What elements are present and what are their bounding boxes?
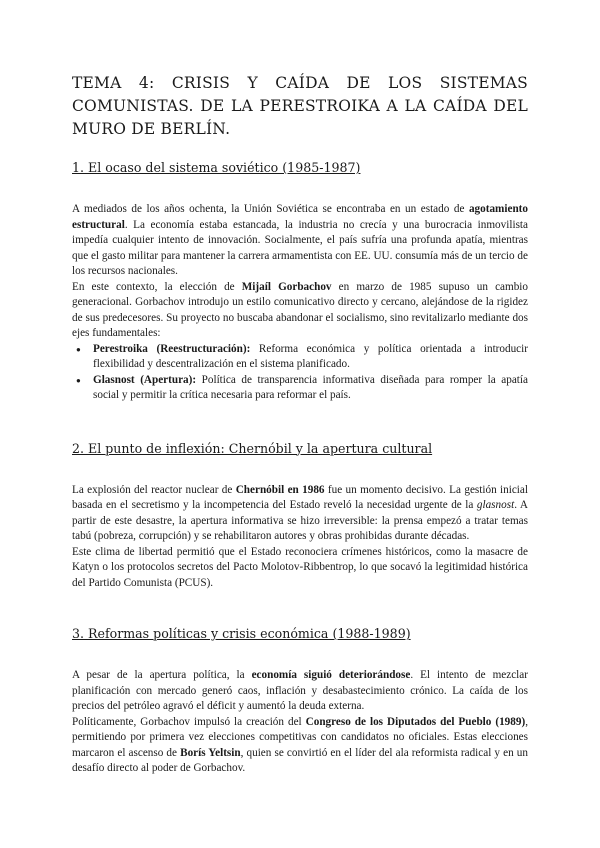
section-2-paragraph-1: La explosión del reactor nuclear de Chernóbil en 1986 fue un momento decisivo. La gestión inicial basada en el secretismo y la incompetencia del Estado reveló la necesidad urgente de la glasnost. A partir de este desastre, la apertura informativa se hizo irreversible: la prensa empezó a tratar temas tabú (pobreza, corrupción) y se rehabilitaron autores y obras prohibidas durante décadas. <box>72 483 528 542</box>
document-title: TEMA 4: CRISIS Y CAÍDA DE LOS SISTEMAS COMUNISTAS. DE LA PERESTROIKA A LA CAÍDA DEL MURO DE BERLÍN. <box>72 74 528 138</box>
bullet-perestroika: ● Perestroika (Reestructuración): Reforma económica y política orientada a introducir flexibilidad y descentralización en el sistema planificado. <box>82 342 528 373</box>
section-3-heading: 3. Reformas políticas y crisis económica (1988-1989) <box>72 626 411 641</box>
section-1-heading: 1. El ocaso del sistema soviético (1985-1987) <box>72 160 361 175</box>
section-1-bullet-list <box>72 342 528 404</box>
section-3-paragraph-2: Políticamente, Gorbachov impulsó la creación del Congreso de los Diputados del Pueblo (1989), permitiendo por primera vez elecciones competitivas con candidatos no oficiales. Estas elecciones marcaron el ascenso de Borís Yeltsin, quien se convirtió en el líder del ala reformista radical y en un desafío directo al poder de Gorbachov. <box>72 715 528 774</box>
section-2-heading: 2. El punto de inflexión: Chernóbil y la apertura cultural <box>72 440 433 456</box>
section-3-paragraph-1: A pesar de la apertura política, la economía siguió deteriorándose. El intento de mezclar planificación con mercado generó caos, inflación y desabastecimiento crónico. La caída de los precios del petróleo agravó el déficit y aumentó la deuda externa. <box>72 669 528 712</box>
section-2-paragraph-2: Este clima de libertad permitió que el Estado reconociera crímenes históricos, como la masacre de Katyn o los protocolos secretos del Pacto Molotov-Ribbentrop, lo que socavó la legitimidad histórica del Partido Comunista (PCUS). <box>72 545 528 589</box>
section-1 <box>72 159 528 404</box>
section-1-paragraph-2: En este contexto, la elección de Mijaíl Gorbachov en marzo de 1985 supuso un cambio generacional. Gorbachov introdujo un estilo comunicativo directo y cercano, alejándose de la rigidez de sus predecesores. Su proyecto no buscaba abandonar el socialismo, sino revitalizarlo mediante dos ejes fundamentales: <box>72 280 528 339</box>
section-3 <box>72 625 528 777</box>
section-2 <box>72 440 528 592</box>
document-page <box>72 72 528 804</box>
bullet-glasnost: ● Glasnost (Apertura): Política de transparencia informativa diseñada para romper la apatía social y permitir la crítica necesaria para reformar el país. <box>82 373 528 404</box>
section-1-paragraph-1: A mediados de los años ochenta, la Unión Soviética se encontraba en un estado de agotamiento estructural. La economía estaba estancada, la industria no crecía y una burocracia inmovilista impedía cualquier intento de innovación. Socialmente, el país sufría una profunda apatía, mientras que el gasto militar para mantener la carrera armamentista con EE. UU. consumía más de un tercio de los recursos nacionales. <box>72 203 528 277</box>
